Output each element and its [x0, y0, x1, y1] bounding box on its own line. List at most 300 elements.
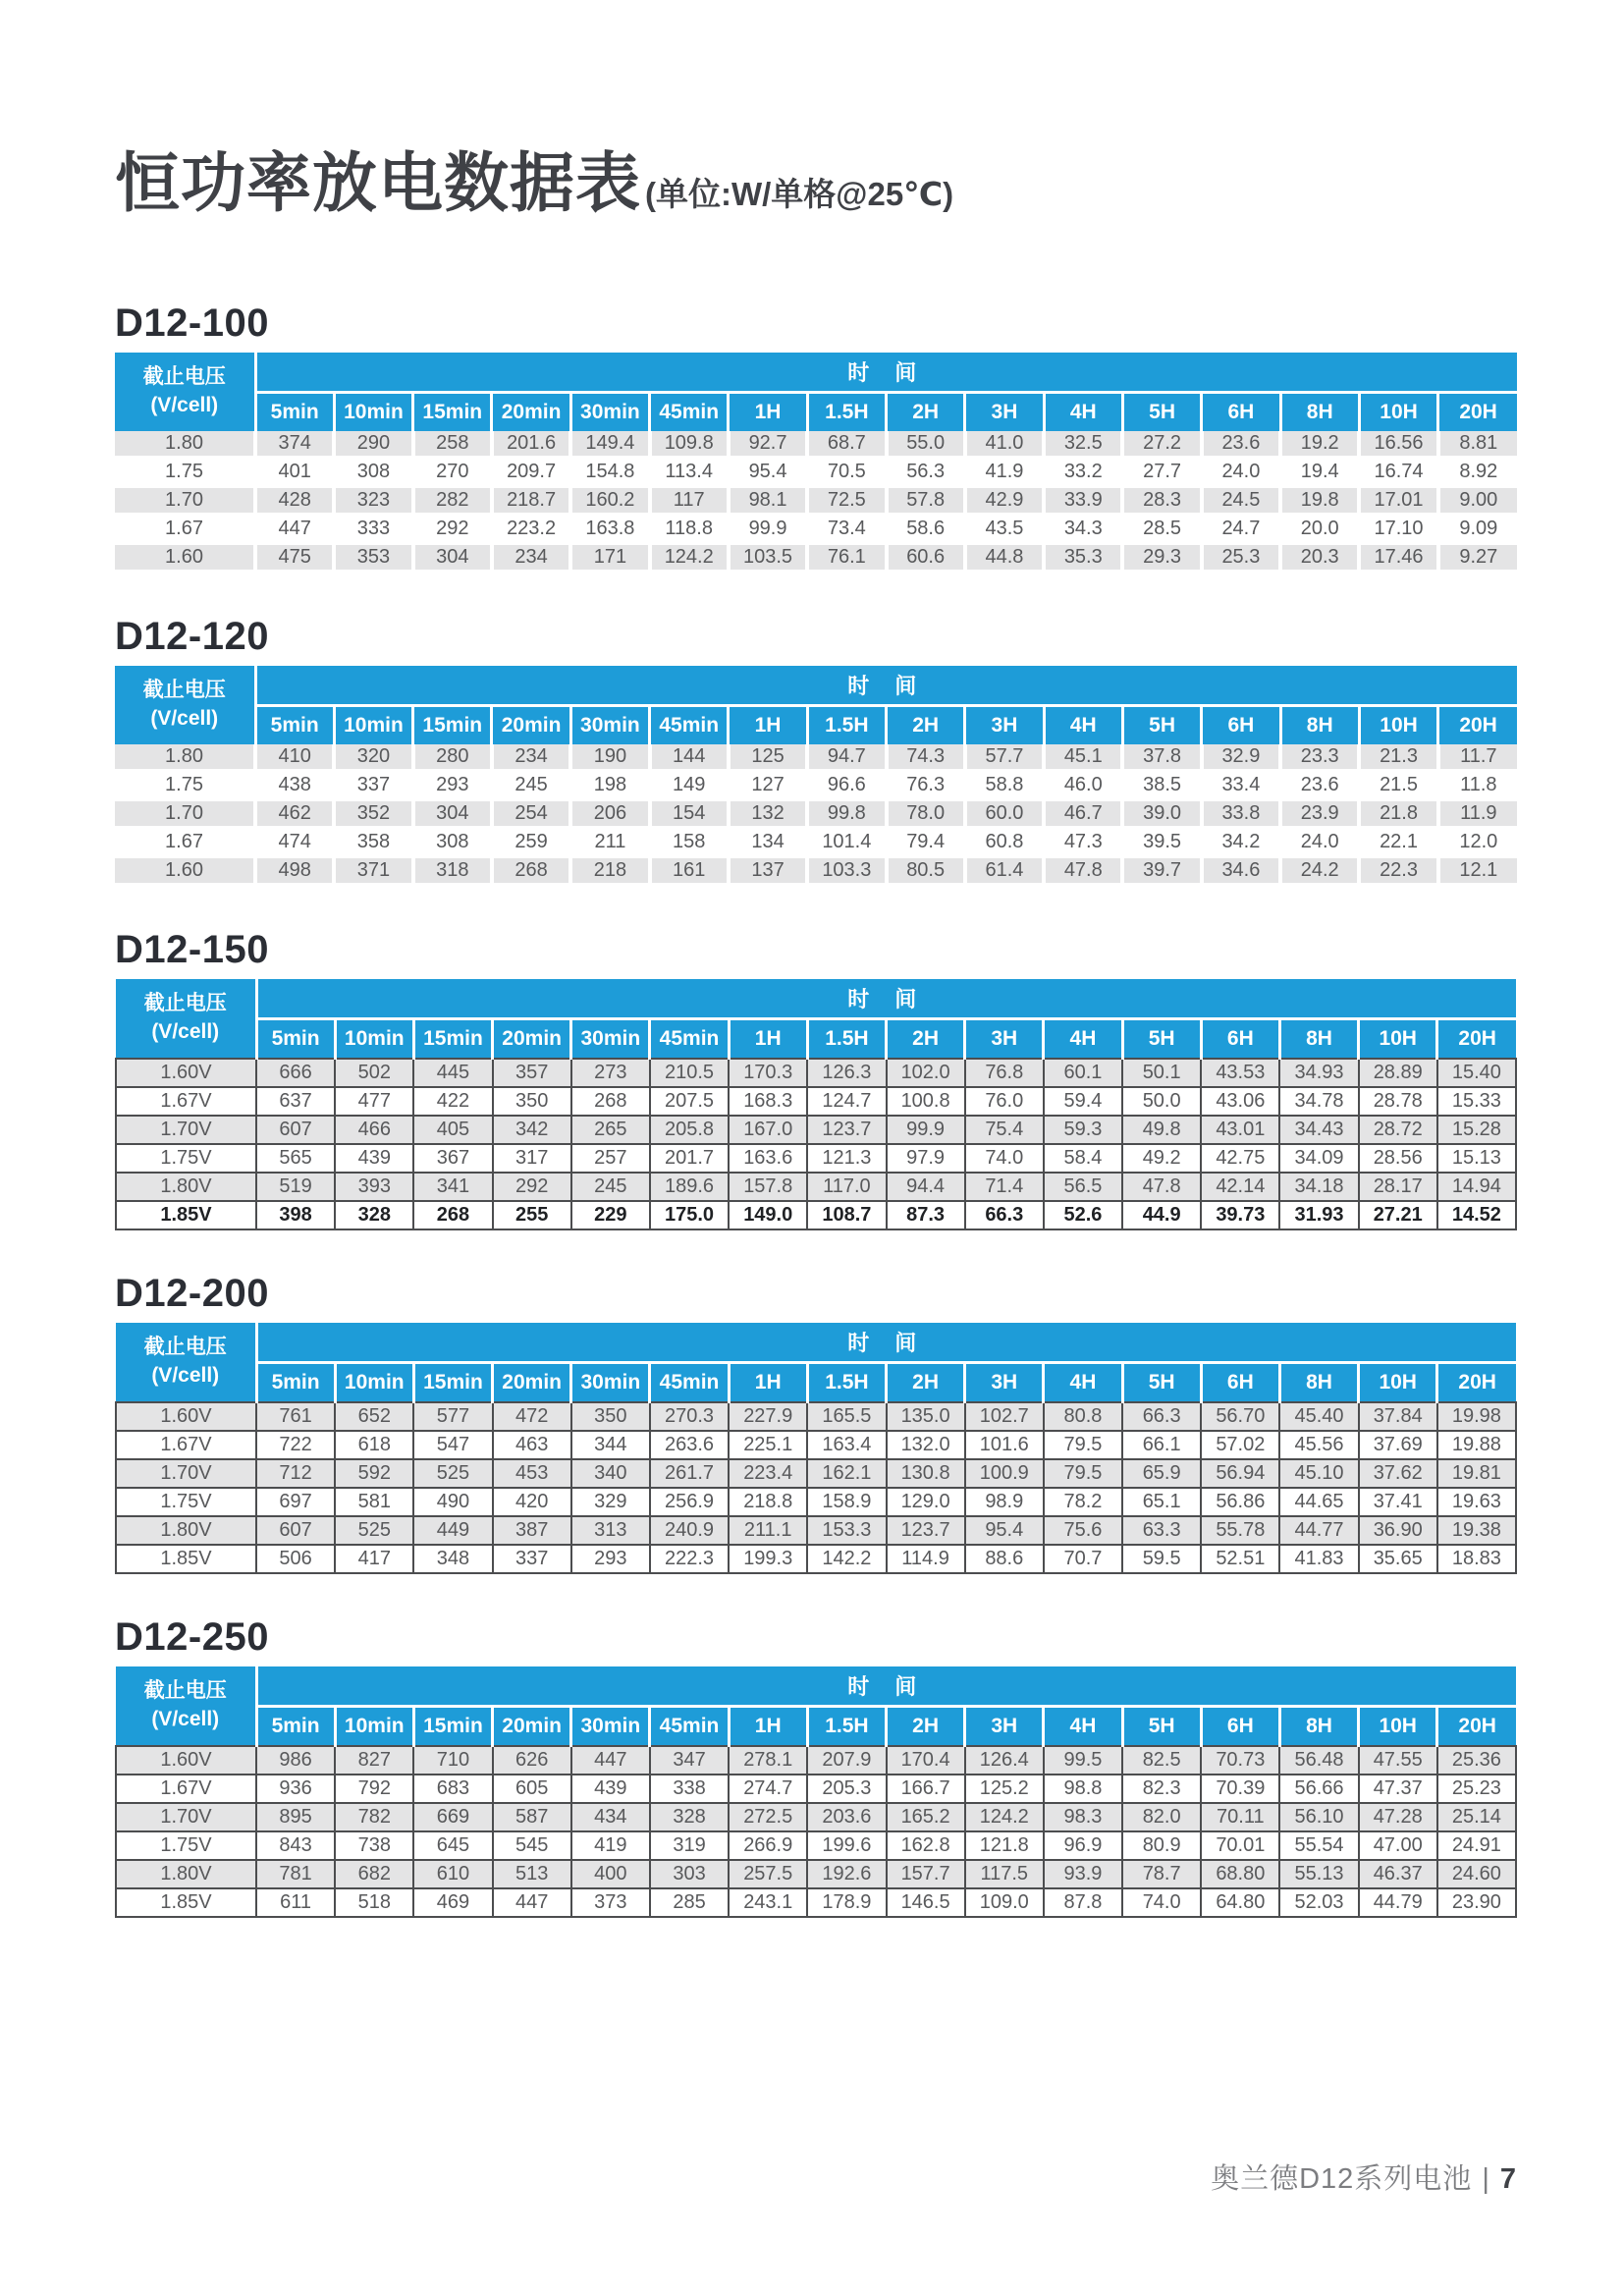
data-cell: 350 [571, 1402, 650, 1431]
data-cell: 206 [570, 799, 649, 828]
data-cell: 27.21 [1359, 1201, 1437, 1229]
data-cell: 9.09 [1438, 515, 1517, 543]
data-cell: 218 [570, 856, 649, 885]
cutoff-voltage-header [116, 1666, 256, 1746]
data-cell: 38.5 [1122, 771, 1201, 799]
data-cell: 43.06 [1201, 1087, 1279, 1116]
data-cell: 154.8 [570, 458, 649, 486]
data-cell: 87.8 [1044, 1888, 1122, 1917]
data-cell: 605 [493, 1775, 571, 1803]
data-cell: 28.89 [1359, 1059, 1437, 1087]
data-cell: 268 [492, 856, 570, 885]
table-row [116, 1488, 1516, 1516]
data-cell: 400 [571, 1860, 650, 1888]
data-cell: 328 [335, 1201, 413, 1229]
data-cell: 27.7 [1122, 458, 1201, 486]
data-cell: 63.3 [1122, 1516, 1201, 1545]
data-cell: 56.10 [1279, 1803, 1358, 1831]
data-cell: 57.7 [965, 744, 1044, 771]
table-body [115, 744, 1517, 885]
data-cell: 292 [413, 515, 492, 543]
data-cell: 46.37 [1359, 1860, 1437, 1888]
cutoff-voltage-header [116, 1323, 256, 1402]
data-cell: 19.63 [1437, 1488, 1516, 1516]
data-cell: 101.6 [965, 1431, 1044, 1459]
data-cell: 203.6 [807, 1803, 886, 1831]
column-header-15min: 15min [413, 1362, 492, 1402]
data-cell: 328 [650, 1803, 729, 1831]
data-cell: 9.27 [1438, 543, 1517, 572]
data-cell: 405 [413, 1116, 492, 1144]
column-header-20H: 20H [1438, 705, 1517, 744]
data-cell: 113.4 [650, 458, 729, 486]
data-cell: 282 [413, 486, 492, 515]
data-cell: 697 [256, 1488, 335, 1516]
data-cell: 35.3 [1044, 543, 1122, 572]
data-cell: 843 [256, 1831, 335, 1860]
data-cell: 56.3 [887, 458, 965, 486]
data-cell: 35.65 [1359, 1545, 1437, 1573]
data-cell: 82.0 [1122, 1803, 1201, 1831]
table-row [116, 1173, 1516, 1201]
data-cell: 223.4 [729, 1459, 807, 1488]
table-row [116, 1775, 1516, 1803]
data-cell: 29.3 [1122, 543, 1201, 572]
data-cell: 132.0 [887, 1431, 965, 1459]
data-cell: 371 [334, 856, 412, 885]
table-row [115, 543, 1517, 572]
column-header-2H: 2H [887, 705, 965, 744]
data-cell: 41.9 [965, 458, 1044, 486]
data-cell: 121.8 [965, 1831, 1044, 1860]
column-header-15min: 15min [413, 392, 492, 431]
table-body [116, 1746, 1516, 1917]
data-cell: 24.60 [1437, 1860, 1516, 1888]
data-cell: 160.2 [570, 486, 649, 515]
data-cell: 337 [493, 1545, 571, 1573]
data-cell: 95.4 [729, 458, 807, 486]
data-cell: 243.1 [729, 1888, 807, 1917]
data-cell: 59.5 [1122, 1545, 1201, 1573]
data-cell: 207.9 [807, 1746, 886, 1775]
data-cell: 9.00 [1438, 486, 1517, 515]
data-cell: 201.7 [650, 1144, 729, 1173]
data-cell: 308 [334, 458, 412, 486]
column-header-1H: 1H [729, 1018, 807, 1059]
data-cell: 209.7 [492, 458, 570, 486]
data-cell: 56.86 [1201, 1488, 1279, 1516]
table-row [116, 1746, 1516, 1775]
data-cell: 518 [335, 1888, 413, 1917]
data-cell: 317 [493, 1144, 571, 1173]
data-cell: 132 [729, 799, 807, 828]
column-header-20H: 20H [1437, 1362, 1516, 1402]
data-cell: 292 [493, 1173, 571, 1201]
data-cell: 669 [413, 1803, 492, 1831]
data-cell: 14.52 [1437, 1201, 1516, 1229]
data-cell: 166.7 [887, 1775, 965, 1803]
data-cell: 96.9 [1044, 1831, 1122, 1860]
data-cell: 293 [571, 1545, 650, 1573]
discharge-table-D12-250 [115, 1666, 1517, 1918]
data-cell: 45.1 [1044, 744, 1122, 771]
table-header [115, 353, 1517, 431]
data-cell: 44.77 [1279, 1516, 1358, 1545]
data-cell: 313 [571, 1516, 650, 1545]
data-cell: 592 [335, 1459, 413, 1488]
data-cell: 80.9 [1122, 1831, 1201, 1860]
data-cell: 56.94 [1201, 1459, 1279, 1488]
cutoff-voltage-cell: 1.80V [116, 1173, 256, 1201]
column-header-5H: 5H [1122, 1018, 1201, 1059]
data-cell: 47.3 [1044, 828, 1122, 856]
data-cell: 12.0 [1438, 828, 1517, 856]
data-cell: 55.13 [1279, 1860, 1358, 1888]
data-cell: 17.01 [1359, 486, 1437, 515]
data-cell: 79.4 [887, 828, 965, 856]
time-header: 时 间 [255, 353, 1517, 393]
cutoff-voltage-cell: 1.60V [116, 1746, 256, 1775]
data-cell: 33.4 [1202, 771, 1280, 799]
data-cell: 438 [255, 771, 334, 799]
data-cell: 581 [335, 1488, 413, 1516]
data-cell: 149.4 [570, 431, 649, 458]
data-cell: 49.2 [1122, 1144, 1201, 1173]
data-cell: 161 [650, 856, 729, 885]
column-header-2H: 2H [887, 1362, 965, 1402]
data-cell: 263.6 [650, 1431, 729, 1459]
table-row [116, 1459, 1516, 1488]
cutoff-voltage-cell: 1.75V [116, 1831, 256, 1860]
data-cell: 74.0 [1122, 1888, 1201, 1917]
data-cell: 99.5 [1044, 1746, 1122, 1775]
data-cell: 49.8 [1122, 1116, 1201, 1144]
column-header-5min: 5min [256, 1362, 335, 1402]
data-cell: 337 [334, 771, 412, 799]
data-cell: 175.0 [650, 1201, 729, 1229]
data-cell: 44.79 [1359, 1888, 1437, 1917]
data-cell: 94.7 [807, 744, 886, 771]
data-cell: 23.3 [1280, 744, 1359, 771]
data-cell: 367 [413, 1144, 492, 1173]
data-cell: 23.6 [1280, 771, 1359, 799]
data-cell: 42.14 [1201, 1173, 1279, 1201]
column-header-4H: 4H [1044, 705, 1122, 744]
data-cell: 462 [255, 799, 334, 828]
data-cell: 261.7 [650, 1459, 729, 1488]
data-cell: 101.4 [807, 828, 886, 856]
column-header-4H: 4H [1044, 1018, 1122, 1059]
data-cell: 66.1 [1122, 1431, 1201, 1459]
data-cell: 59.3 [1044, 1116, 1122, 1144]
column-header-1.5H: 1.5H [807, 1706, 886, 1746]
cutoff-voltage-cell: 1.60 [115, 543, 255, 572]
data-cell: 607 [256, 1116, 335, 1144]
data-cell: 245 [492, 771, 570, 799]
data-cell: 87.3 [887, 1201, 965, 1229]
column-header-2H: 2H [887, 392, 965, 431]
data-cell: 211.1 [729, 1516, 807, 1545]
data-cell: 43.53 [1201, 1059, 1279, 1087]
column-header-10min: 10min [335, 1362, 413, 1402]
discharge-table-D12-150 [115, 979, 1517, 1230]
data-cell: 24.91 [1437, 1831, 1516, 1860]
data-cell: 257.5 [729, 1860, 807, 1888]
data-cell: 474 [255, 828, 334, 856]
time-header: 时 间 [255, 666, 1517, 706]
data-cell: 144 [650, 744, 729, 771]
data-cell: 34.93 [1279, 1059, 1358, 1087]
data-cell: 290 [334, 431, 412, 458]
data-cell: 23.6 [1202, 431, 1280, 458]
data-cell: 56.48 [1279, 1746, 1358, 1775]
data-cell: 168.3 [729, 1087, 807, 1116]
page-title [115, 147, 1517, 219]
data-cell: 199.3 [729, 1545, 807, 1573]
column-header-30min: 30min [571, 1706, 650, 1746]
data-cell: 420 [493, 1488, 571, 1516]
data-cell: 157.7 [887, 1860, 965, 1888]
table-header [116, 1323, 1516, 1402]
column-header-5min: 5min [255, 392, 334, 431]
data-cell: 135.0 [887, 1402, 965, 1431]
data-cell: 61.4 [965, 856, 1044, 885]
data-cell: 99.8 [807, 799, 886, 828]
column-header-45min: 45min [650, 1706, 729, 1746]
table-header [116, 979, 1516, 1059]
data-cell: 565 [256, 1144, 335, 1173]
data-cell: 205.3 [807, 1775, 886, 1803]
model-title: D12-120 [115, 614, 269, 658]
data-cell: 447 [255, 515, 334, 543]
data-cell: 108.7 [807, 1201, 886, 1229]
data-cell: 64.80 [1201, 1888, 1279, 1917]
data-cell: 41.0 [965, 431, 1044, 458]
data-cell: 637 [256, 1087, 335, 1116]
data-cell: 60.6 [887, 543, 965, 572]
data-cell: 333 [334, 515, 412, 543]
data-cell: 782 [335, 1803, 413, 1831]
data-cell: 97.9 [887, 1144, 965, 1173]
data-cell: 56.66 [1279, 1775, 1358, 1803]
data-cell: 126.4 [965, 1746, 1044, 1775]
data-cell: 344 [571, 1431, 650, 1459]
table-body [115, 431, 1517, 572]
column-header-6H: 6H [1201, 1706, 1279, 1746]
data-cell: 98.9 [965, 1488, 1044, 1516]
data-cell: 88.6 [965, 1545, 1044, 1573]
data-cell: 475 [255, 543, 334, 572]
cutoff-header-line2: (V/cell) [150, 393, 219, 416]
data-cell: 477 [335, 1087, 413, 1116]
column-header-10H: 10H [1359, 705, 1437, 744]
data-cell: 827 [335, 1746, 413, 1775]
column-header-8H: 8H [1279, 1018, 1358, 1059]
data-cell: 266.9 [729, 1831, 807, 1860]
data-cell: 100.9 [965, 1459, 1044, 1488]
data-cell: 103.5 [729, 543, 807, 572]
data-cell: 240.9 [650, 1516, 729, 1545]
data-cell: 449 [413, 1516, 492, 1545]
data-cell: 75.4 [965, 1116, 1044, 1144]
data-cell: 792 [335, 1775, 413, 1803]
data-cell: 45.56 [1279, 1431, 1358, 1459]
data-cell: 270.3 [650, 1402, 729, 1431]
column-header-6H: 6H [1202, 392, 1280, 431]
data-cell: 21.8 [1359, 799, 1437, 828]
data-cell: 142.2 [807, 1545, 886, 1573]
data-cell: 519 [256, 1173, 335, 1201]
table-row [116, 1431, 1516, 1459]
data-cell: 59.4 [1044, 1087, 1122, 1116]
time-header: 时 间 [256, 979, 1516, 1019]
column-header-10min: 10min [335, 1706, 413, 1746]
data-cell: 201.6 [492, 431, 570, 458]
data-cell: 56.70 [1201, 1402, 1279, 1431]
data-cell: 60.8 [965, 828, 1044, 856]
data-cell: 70.7 [1044, 1545, 1122, 1573]
data-cell: 607 [256, 1516, 335, 1545]
data-cell: 666 [256, 1059, 335, 1087]
data-cell: 55.78 [1201, 1516, 1279, 1545]
data-cell: 178.9 [807, 1888, 886, 1917]
data-cell: 70.01 [1201, 1831, 1279, 1860]
data-cell: 19.98 [1437, 1402, 1516, 1431]
data-cell: 80.8 [1044, 1402, 1122, 1431]
table-row [116, 1402, 1516, 1431]
column-header-8H: 8H [1279, 1706, 1358, 1746]
data-cell: 348 [413, 1545, 492, 1573]
data-cell: 117.0 [807, 1173, 886, 1201]
data-cell: 80.5 [887, 856, 965, 885]
data-cell: 936 [256, 1775, 335, 1803]
cutoff-header-line1: 截止电压 [142, 679, 226, 702]
data-cell: 19.8 [1280, 486, 1359, 515]
data-cell: 525 [335, 1516, 413, 1545]
data-cell: 25.14 [1437, 1803, 1516, 1831]
footer-series-label: 奥兰德D12系列电池 [1211, 2163, 1473, 2195]
discharge-table-D12-200 [115, 1323, 1517, 1574]
table-row [115, 431, 1517, 458]
cutoff-voltage-cell: 1.70V [116, 1803, 256, 1831]
data-cell: 70.73 [1201, 1746, 1279, 1775]
cutoff-voltage-cell: 1.67V [116, 1431, 256, 1459]
data-cell: 74.0 [965, 1144, 1044, 1173]
data-cell: 19.81 [1437, 1459, 1516, 1488]
column-header-5H: 5H [1122, 1362, 1201, 1402]
data-cell: 52.51 [1201, 1545, 1279, 1573]
data-cell: 171 [570, 543, 649, 572]
data-cell: 82.3 [1122, 1775, 1201, 1803]
data-cell: 722 [256, 1431, 335, 1459]
data-cell: 158 [650, 828, 729, 856]
data-cell: 19.2 [1280, 431, 1359, 458]
section-D12-120 [115, 614, 1517, 887]
cutoff-header-line1: 截止电压 [143, 1336, 227, 1359]
data-cell: 47.28 [1359, 1803, 1437, 1831]
data-cell: 74.3 [887, 744, 965, 771]
cutoff-voltage-cell: 1.75 [115, 771, 255, 799]
data-cell: 32.5 [1044, 431, 1122, 458]
data-cell: 28.56 [1359, 1144, 1437, 1173]
data-cell: 34.43 [1279, 1116, 1358, 1144]
data-cell: 15.33 [1437, 1087, 1516, 1116]
data-cell: 525 [413, 1459, 492, 1488]
data-cell: 626 [493, 1746, 571, 1775]
data-cell: 353 [334, 543, 412, 572]
data-cell: 134 [729, 828, 807, 856]
data-cell: 781 [256, 1860, 335, 1888]
data-cell: 45.40 [1279, 1402, 1358, 1431]
section-D12-150 [115, 927, 1517, 1230]
cutoff-voltage-cell: 1.80V [116, 1860, 256, 1888]
data-cell: 611 [256, 1888, 335, 1917]
data-cell: 25.3 [1202, 543, 1280, 572]
data-cell: 46.7 [1044, 799, 1122, 828]
data-cell: 374 [255, 431, 334, 458]
data-cell: 121.3 [807, 1144, 886, 1173]
cutoff-voltage-cell: 1.80 [115, 744, 255, 771]
column-header-45min: 45min [650, 1362, 729, 1402]
footer-separator: | [1482, 2163, 1490, 2195]
data-cell: 66.3 [1122, 1402, 1201, 1431]
data-cell: 126.3 [807, 1059, 886, 1087]
data-cell: 710 [413, 1746, 492, 1775]
column-header-1H: 1H [729, 705, 807, 744]
data-cell: 21.3 [1359, 744, 1437, 771]
column-header-1H: 1H [729, 392, 807, 431]
table-row [115, 771, 1517, 799]
data-cell: 98.8 [1044, 1775, 1122, 1803]
data-cell: 146.5 [887, 1888, 965, 1917]
data-cell: 738 [335, 1831, 413, 1860]
cutoff-voltage-cell: 1.70V [116, 1116, 256, 1144]
column-header-15min: 15min [413, 1018, 492, 1059]
column-header-30min: 30min [571, 1018, 650, 1059]
data-cell: 41.83 [1279, 1545, 1358, 1573]
data-cell: 234 [492, 543, 570, 572]
column-header-10H: 10H [1359, 1706, 1437, 1746]
data-cell: 75.6 [1044, 1516, 1122, 1545]
cutoff-voltage-cell: 1.60V [116, 1402, 256, 1431]
table-header [115, 666, 1517, 744]
data-cell: 428 [255, 486, 334, 515]
data-cell: 28.5 [1122, 515, 1201, 543]
cutoff-header-line1: 截止电压 [143, 992, 227, 1015]
data-cell: 245 [571, 1173, 650, 1201]
data-cell: 618 [335, 1431, 413, 1459]
data-cell: 39.7 [1122, 856, 1201, 885]
column-header-20min: 20min [493, 1362, 571, 1402]
data-cell: 72.5 [807, 486, 886, 515]
data-cell: 34.6 [1202, 856, 1280, 885]
data-cell: 19.88 [1437, 1431, 1516, 1459]
data-cell: 162.1 [807, 1459, 886, 1488]
data-cell: 109.8 [650, 431, 729, 458]
data-cell: 149 [650, 771, 729, 799]
data-cell: 117 [650, 486, 729, 515]
column-header-2H: 2H [887, 1018, 965, 1059]
cutoff-voltage-cell: 1.60 [115, 856, 255, 885]
data-cell: 73.4 [807, 515, 886, 543]
data-cell: 124.2 [965, 1803, 1044, 1831]
data-cell: 58.6 [887, 515, 965, 543]
column-header-15min: 15min [413, 1706, 492, 1746]
data-cell: 78.7 [1122, 1860, 1201, 1888]
data-cell: 34.18 [1279, 1173, 1358, 1201]
column-header-1.5H: 1.5H [807, 1018, 886, 1059]
data-cell: 33.9 [1044, 486, 1122, 515]
